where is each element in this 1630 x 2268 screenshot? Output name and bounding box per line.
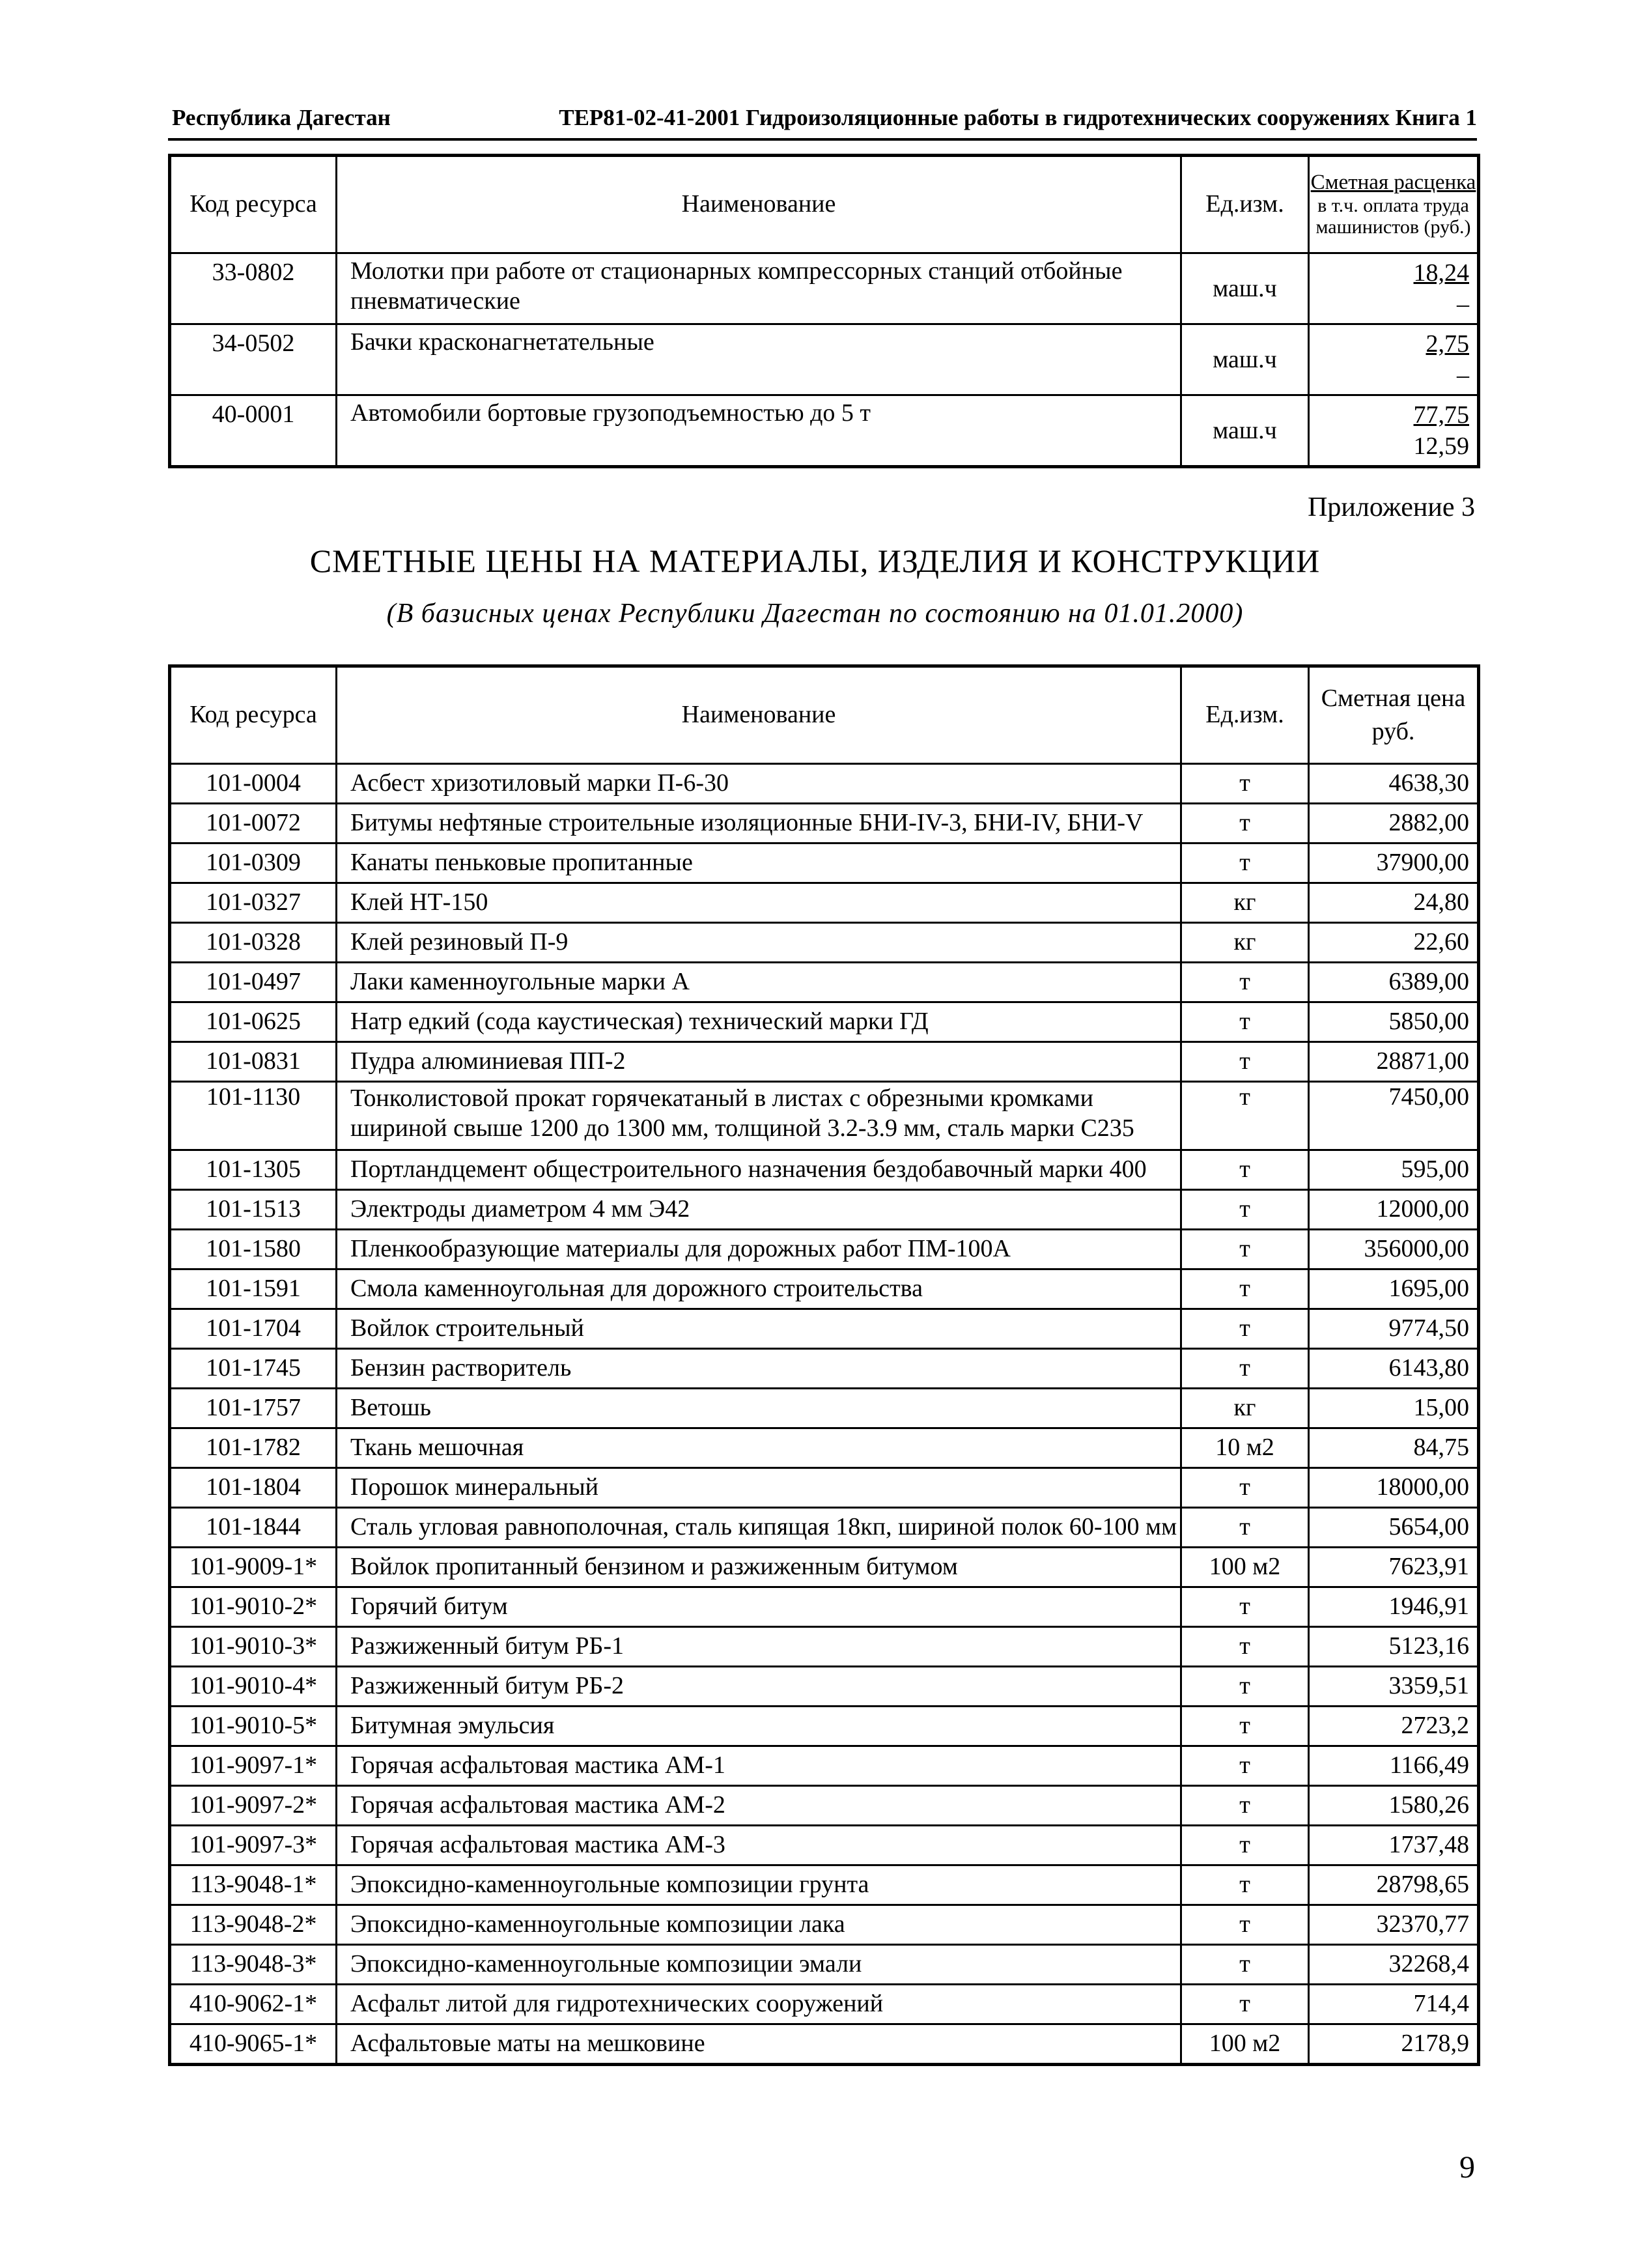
table-row [170,1746,1479,1786]
material-unit: т [1181,1082,1309,1150]
material-name: Лаки каменноугольные марки А [337,963,1181,1002]
material-code: 101-9097-1* [170,1746,337,1786]
material-name: Горячая асфальтовая мастика АМ-3 [337,1826,1181,1865]
table-row [170,1349,1479,1389]
table-row [170,1269,1479,1309]
material-code: 101-9009-1* [170,1548,337,1587]
material-name: Смола каменноугольная для дорожного строительства [337,1269,1181,1309]
table-row [170,1082,1479,1150]
resource-rate [1309,324,1479,395]
material-unit: т [1181,1985,1309,2024]
rate-header-line1: Сметная расценка [1310,170,1476,194]
table-row [170,1002,1479,1042]
resource-name: Бачки красконагнетательные [337,324,1181,395]
material-price: 7450,00 [1309,1082,1479,1150]
material-name: Пудра алюминиевая ПП-2 [337,1042,1181,1082]
material-code: 101-1305 [170,1150,337,1190]
material-unit: т [1181,1508,1309,1548]
table-row [170,1468,1479,1508]
material-unit: т [1181,1667,1309,1707]
material-name: Тонколистовой прокат горячекатаный в листах с обрезными кромками шириной свыше 1200 до 1300 мм, толщиной 3.2-3.9 мм, сталь марки С235 [337,1082,1181,1150]
material-unit: т [1181,764,1309,804]
material-name: Асбест хризотиловый марки П-6-30 [337,764,1181,804]
material-code: 410-9065-1* [170,2024,337,2065]
material-unit: т [1181,1865,1309,1905]
table-row [170,1042,1479,1082]
material-name: Электроды диаметром 4 мм Э42 [337,1190,1181,1230]
col-header-rate [1309,156,1479,253]
page-number: 9 [1459,2150,1475,2185]
material-price: 28871,00 [1309,1042,1479,1082]
material-name: Ветошь [337,1389,1181,1428]
machine-rates-body [170,253,1479,467]
material-price: 18000,00 [1309,1468,1479,1508]
material-code: 101-1757 [170,1389,337,1428]
material-code: 113-9048-1* [170,1865,337,1905]
material-code: 101-1591 [170,1269,337,1309]
material-price: 7623,91 [1309,1548,1479,1587]
material-unit: кг [1181,883,1309,923]
material-unit: т [1181,1002,1309,1042]
material-unit: 100 м2 [1181,2024,1309,2065]
material-name: Разжиженный битум РБ-1 [337,1627,1181,1667]
material-code: 101-1130 [170,1082,337,1150]
resource-code: 34-0502 [170,324,337,395]
material-price: 595,00 [1309,1150,1479,1190]
material-price: 356000,00 [1309,1230,1479,1269]
material-name: Канаты пеньковые пропитанные [337,843,1181,883]
material-code: 101-0328 [170,923,337,963]
table-row [170,963,1479,1002]
table-row [170,253,1479,324]
table-row [170,1865,1479,1905]
col-header-name: Наименование [337,156,1181,253]
col-header-code: Код ресурса [170,666,337,764]
material-code: 101-9010-4* [170,1667,337,1707]
material-name: Асфальтовые маты на мешковине [337,2024,1181,2065]
material-price: 9774,50 [1309,1309,1479,1349]
table-row [170,883,1479,923]
table-row [170,1309,1479,1349]
material-code: 101-0004 [170,764,337,804]
material-code: 101-0831 [170,1042,337,1082]
material-unit: т [1181,1468,1309,1508]
material-price: 1580,26 [1309,1786,1479,1826]
rate-value: 2,75 [1426,330,1469,358]
material-code: 101-0497 [170,963,337,1002]
running-header [168,98,1477,141]
material-code: 101-1804 [170,1468,337,1508]
material-name: Пленкообразующие материалы для дорожных работ ПМ-100А [337,1230,1181,1269]
material-name: Асфальт литой для гидротехнических сооружений [337,1985,1181,2024]
material-code: 101-1745 [170,1349,337,1389]
material-price: 28798,65 [1309,1865,1479,1905]
material-unit: т [1181,1349,1309,1389]
material-unit: т [1181,1269,1309,1309]
table-row [170,1389,1479,1428]
table-row [170,843,1479,883]
material-unit: т [1181,963,1309,1002]
material-price: 2178,9 [1309,2024,1479,2065]
material-name: Эпоксидно-каменноугольные композиции эмали [337,1945,1181,1985]
material-price: 24,80 [1309,883,1479,923]
machine-rates-table [168,154,1480,468]
material-code: 101-1844 [170,1508,337,1548]
material-unit: т [1181,1042,1309,1082]
material-price: 714,4 [1309,1985,1479,2024]
table-row [170,1786,1479,1826]
table-row [170,2024,1479,2065]
section-subtitle: (В базисных ценах Республики Дагестан по состоянию на 01.01.2000) [386,599,1244,629]
table-row [170,764,1479,804]
material-price: 2882,00 [1309,804,1479,843]
price-header-line1: Сметная цена [1321,684,1466,712]
table-header-row [170,156,1479,253]
table-row [170,1190,1479,1230]
material-unit: т [1181,1905,1309,1945]
material-price: 1695,00 [1309,1269,1479,1309]
material-unit: т [1181,843,1309,883]
table-row [170,1548,1479,1587]
material-code: 113-9048-3* [170,1945,337,1985]
appendix-label: Приложение 3 [1308,492,1475,522]
material-code: 113-9048-2* [170,1905,337,1945]
material-price: 15,00 [1309,1389,1479,1428]
table-header-row [170,666,1479,764]
material-name: Горячая асфальтовая мастика АМ-2 [337,1786,1181,1826]
material-price: 6143,80 [1309,1349,1479,1389]
col-header-price [1309,666,1479,764]
material-price: 12000,00 [1309,1190,1479,1230]
material-unit: т [1181,1587,1309,1627]
resource-rate [1309,395,1479,467]
material-price: 37900,00 [1309,843,1479,883]
material-price: 1737,48 [1309,1826,1479,1865]
material-price: 1946,91 [1309,1587,1479,1627]
table-row [170,1905,1479,1945]
material-name: Порошок минеральный [337,1468,1181,1508]
col-header-code: Код ресурса [170,156,337,253]
resource-rate [1309,253,1479,324]
material-code: 101-1580 [170,1230,337,1269]
material-code: 410-9062-1* [170,1985,337,2024]
material-name: Горячая асфальтовая мастика АМ-1 [337,1746,1181,1786]
col-header-unit: Ед.изм. [1181,156,1309,253]
col-header-name: Наименование [337,666,1181,764]
table-row [170,1985,1479,2024]
material-code: 101-0309 [170,843,337,883]
material-unit: т [1181,1230,1309,1269]
table-row [170,1150,1479,1190]
section-title: СМЕТНЫЕ ЦЕНЫ НА МАТЕРИАЛЫ, ИЗДЕЛИЯ И КОНСТРУКЦИИ [309,543,1321,579]
material-prices-body [170,764,1479,2065]
table-row [170,804,1479,843]
material-unit: т [1181,1309,1309,1349]
material-name: Ткань мешочная [337,1428,1181,1468]
material-name: Портландцемент общестроительного назначения бездобавочный марки 400 [337,1150,1181,1190]
material-name: Горячий битум [337,1587,1181,1627]
material-name: Войлок пропитанный бензином и разжиженным битумом [337,1548,1181,1587]
operator-labor-value: – [1457,361,1469,389]
resource-unit: маш.ч [1181,324,1309,395]
material-name: Клей НТ-150 [337,883,1181,923]
table-row [170,1826,1479,1865]
table-row [170,1627,1479,1667]
material-name: Натр едкий (сода каустическая) технический марки ГД [337,1002,1181,1042]
material-code: 101-9010-2* [170,1587,337,1627]
material-unit: кг [1181,923,1309,963]
operator-labor-value: – [1457,290,1469,318]
material-code: 101-0072 [170,804,337,843]
table-row [170,923,1479,963]
material-unit: т [1181,1945,1309,1985]
material-code: 101-1513 [170,1190,337,1230]
table-row [170,324,1479,395]
material-unit: т [1181,1786,1309,1826]
material-unit: т [1181,1190,1309,1230]
material-price: 6389,00 [1309,963,1479,1002]
material-unit: т [1181,1627,1309,1667]
resource-unit: маш.ч [1181,395,1309,467]
material-price: 32370,77 [1309,1905,1479,1945]
table-row [170,1428,1479,1468]
material-price: 2723,2 [1309,1707,1479,1746]
material-name: Эпоксидно-каменноугольные композиции грунта [337,1865,1181,1905]
table-row [170,1230,1479,1269]
rate-value: 77,75 [1413,401,1469,429]
material-unit: т [1181,1746,1309,1786]
material-price: 22,60 [1309,923,1479,963]
rate-header-line3: машинистов (руб.) [1315,216,1471,238]
material-name: Сталь угловая равнополочная, сталь кипящая 18кп, шириной полок 60-100 мм [337,1508,1181,1548]
material-unit: кг [1181,1389,1309,1428]
resource-name: Молотки при работе от стационарных компрессорных станций отбойные пневматические [337,253,1181,324]
operator-labor-value: 12,59 [1413,432,1469,460]
material-code: 101-9010-3* [170,1627,337,1667]
resource-code: 40-0001 [170,395,337,467]
material-code: 101-0327 [170,883,337,923]
header-document-code: ТЕР81-02-41-2001 Гидроизоляционные работы в гидротехнических сооружениях Книга 1 [559,105,1477,130]
material-name: Бензин растворитель [337,1349,1181,1389]
material-name: Битумная эмульсия [337,1707,1181,1746]
table-row [170,1667,1479,1707]
material-price: 32268,4 [1309,1945,1479,1985]
material-unit: т [1181,1826,1309,1865]
material-price: 5850,00 [1309,1002,1479,1042]
col-header-unit: Ед.изм. [1181,666,1309,764]
resource-code: 33-0802 [170,253,337,324]
material-price: 84,75 [1309,1428,1479,1468]
material-code: 101-1782 [170,1428,337,1468]
rate-value: 18,24 [1413,259,1469,287]
material-price: 5654,00 [1309,1508,1479,1548]
material-code: 101-0625 [170,1002,337,1042]
material-name: Клей резиновый П-9 [337,923,1181,963]
table-row [170,1707,1479,1746]
material-code: 101-9097-3* [170,1826,337,1865]
material-unit: 10 м2 [1181,1428,1309,1468]
rate-header-line2: в т.ч. оплата труда [1317,194,1469,216]
material-unit: т [1181,804,1309,843]
material-code: 101-9097-2* [170,1786,337,1826]
resource-name: Автомобили бортовые грузоподъемностью до 5 т [337,395,1181,467]
material-code: 101-1704 [170,1309,337,1349]
material-prices-table [168,664,1480,2066]
table-row [170,1945,1479,1985]
material-price: 3359,51 [1309,1667,1479,1707]
price-header-line2: руб. [1371,718,1415,745]
material-unit: т [1181,1707,1309,1746]
table-row [170,1508,1479,1548]
table-row [170,395,1479,467]
table-row [170,1587,1479,1627]
material-name: Разжиженный битум РБ-2 [337,1667,1181,1707]
material-name: Битумы нефтяные строительные изоляционные БНИ-IV-3, БНИ-IV, БНИ-V [337,804,1181,843]
material-code: 101-9010-5* [170,1707,337,1746]
material-price: 5123,16 [1309,1627,1479,1667]
material-name: Эпоксидно-каменноугольные композиции лака [337,1905,1181,1945]
material-price: 1166,49 [1309,1746,1479,1786]
header-region: Республика Дагестан [172,105,391,130]
material-name: Войлок строительный [337,1309,1181,1349]
material-unit: 100 м2 [1181,1548,1309,1587]
material-unit: т [1181,1150,1309,1190]
resource-unit: маш.ч [1181,253,1309,324]
material-price: 4638,30 [1309,764,1479,804]
